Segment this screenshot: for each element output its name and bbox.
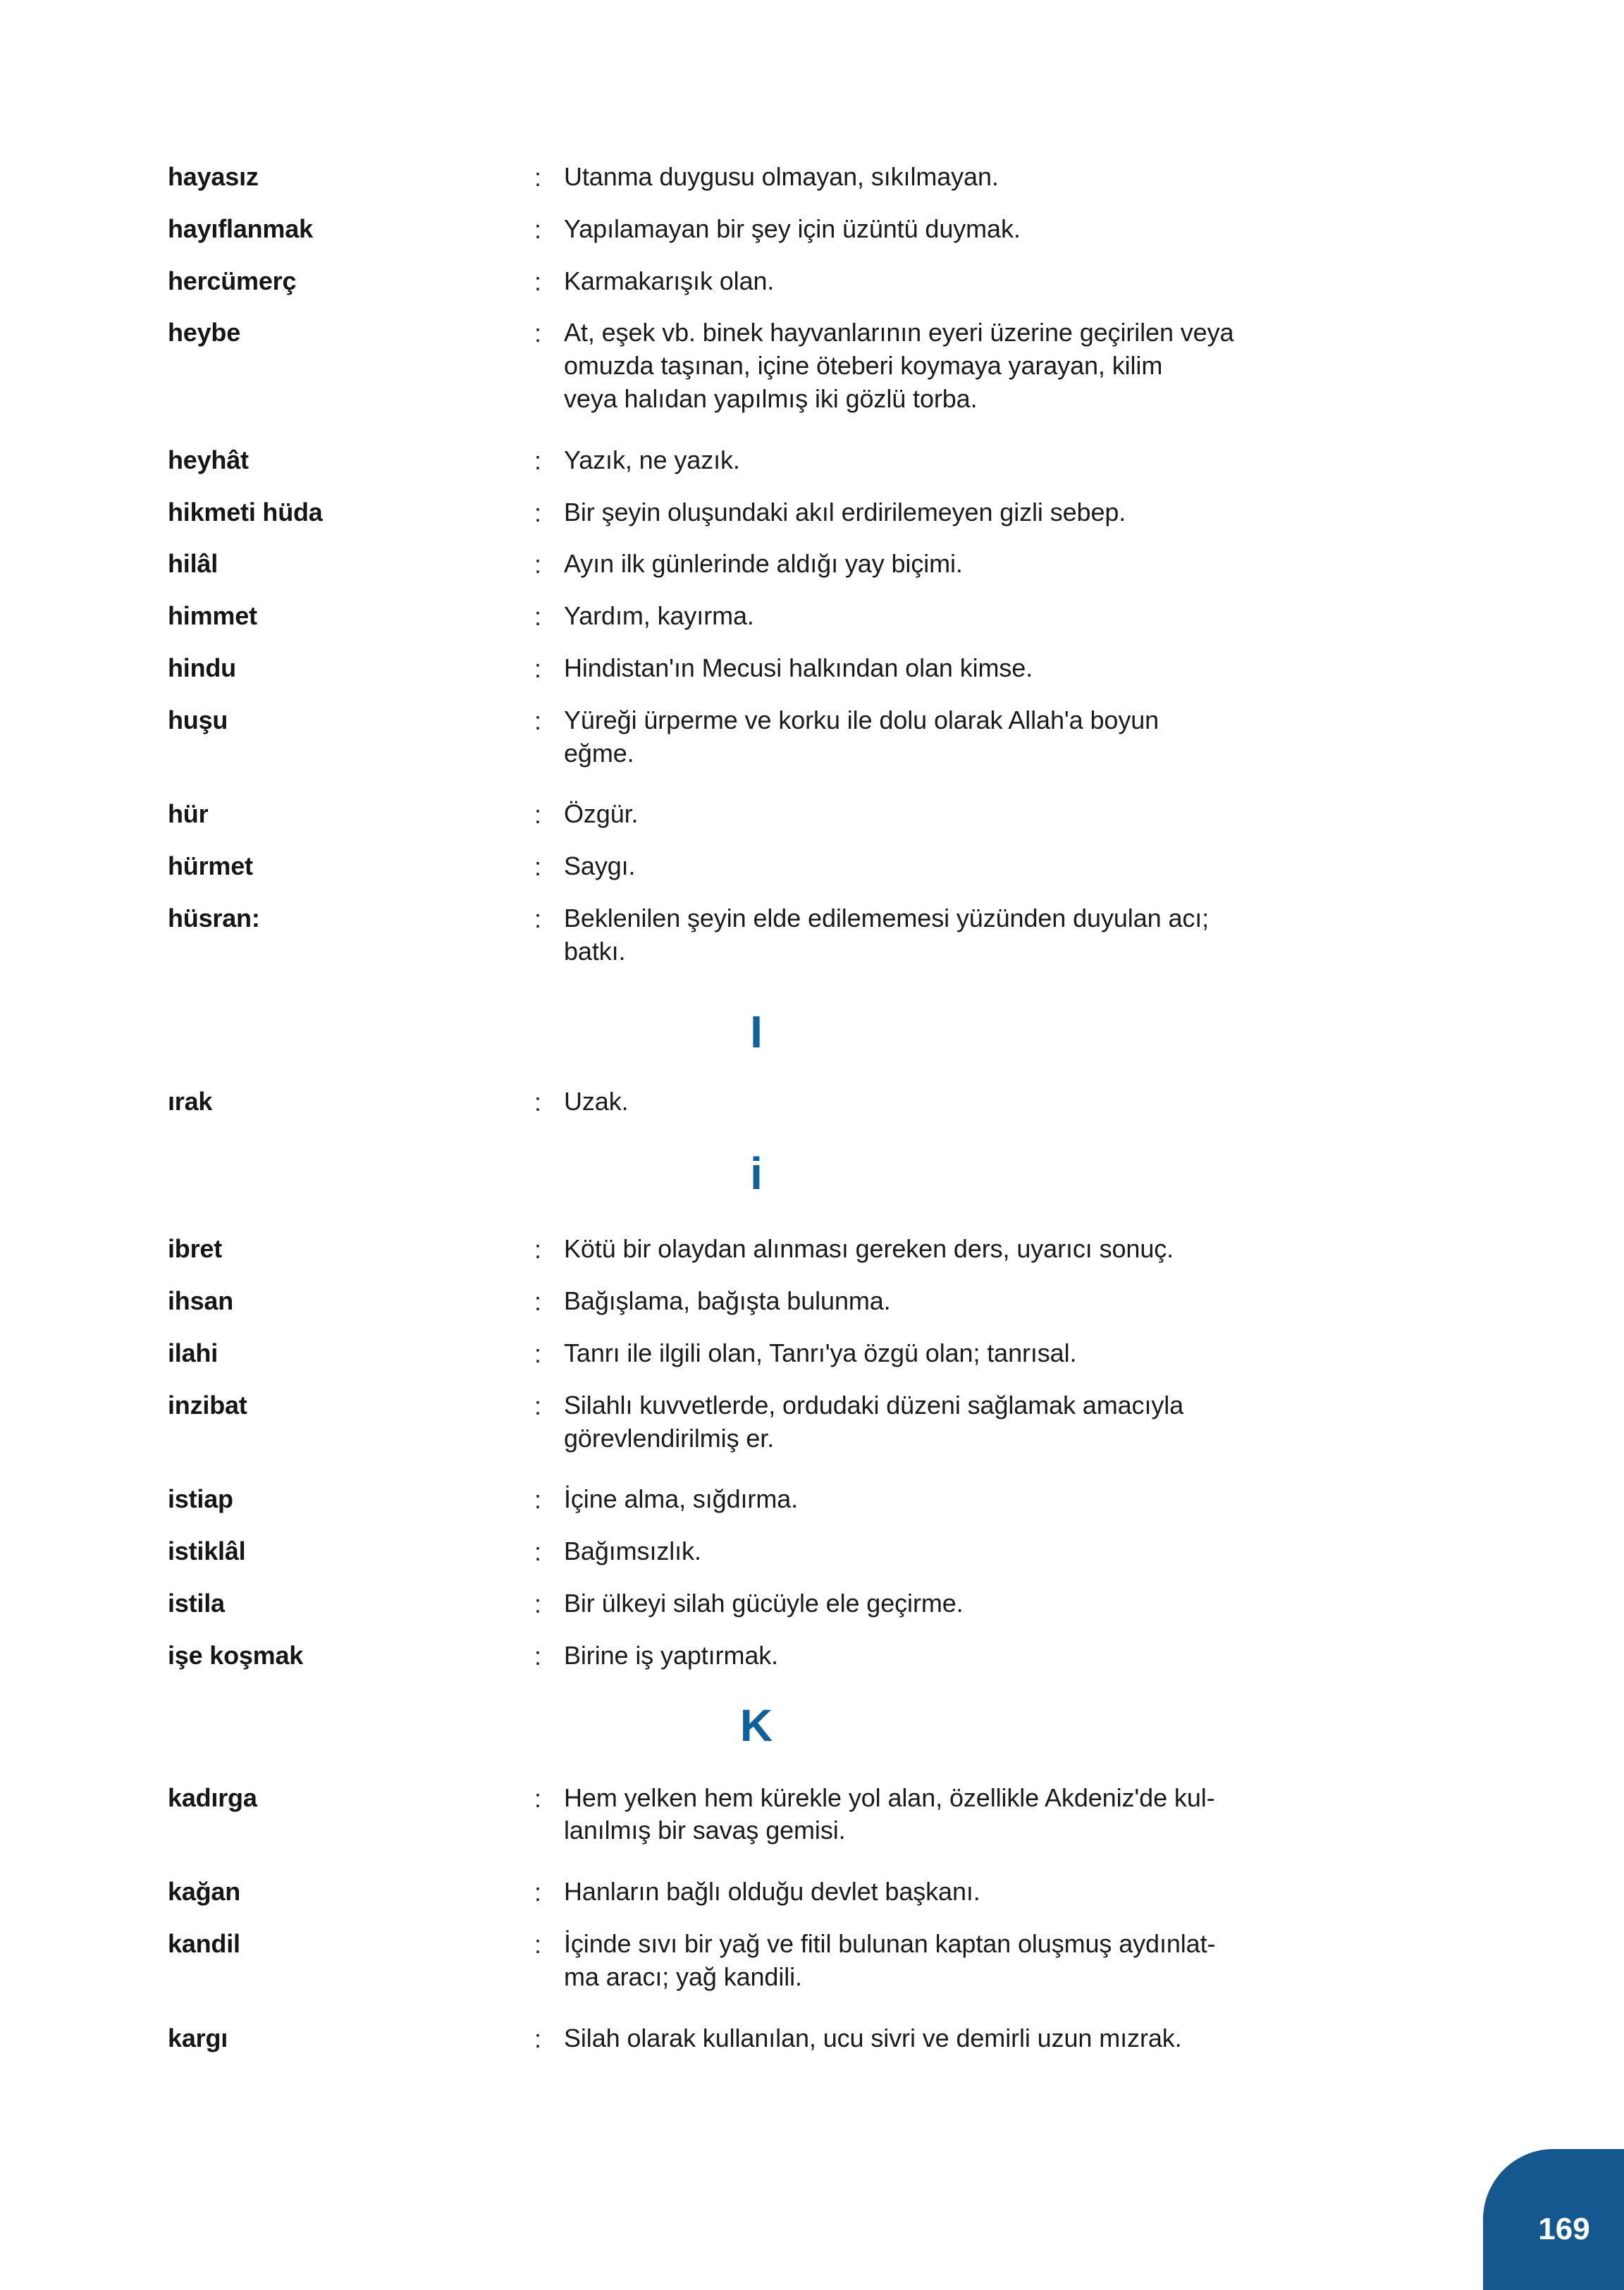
entry-separator: : <box>534 1641 542 1670</box>
entry-definition <box>564 1876 1458 1909</box>
entry-definition <box>564 1233 1458 1266</box>
glossary-entry <box>168 902 1458 968</box>
definition-line: İçine alma, sığdırma. <box>564 1484 799 1514</box>
entry-separator: : <box>534 266 542 296</box>
entry-definition <box>564 1587 1458 1620</box>
glossary-entry <box>168 1389 1458 1455</box>
entry-definition <box>564 1337 1458 1370</box>
glossary-entry <box>168 2022 1458 2056</box>
entry-separator: : <box>534 904 542 933</box>
entry-separator: : <box>534 1235 542 1264</box>
definition-line: Bağışlama, bağışta bulunma. <box>564 1286 891 1316</box>
letter-heading-K: K <box>739 1699 773 1751</box>
entry-separator: : <box>534 214 542 244</box>
entry-term: istiap <box>168 1484 233 1514</box>
entry-term: inzibat <box>168 1390 247 1420</box>
glossary-entry <box>168 798 1458 832</box>
entry-term: huşu <box>168 705 228 734</box>
glossary-entry <box>168 1085 1458 1119</box>
definition-line: Ayın ilk günlerinde aldığı yay biçimi. <box>564 549 963 579</box>
entry-definition <box>564 850 1458 883</box>
entry-definition <box>564 496 1458 529</box>
entry-separator: : <box>534 1589 542 1618</box>
letter-heading-I: I <box>750 1006 763 1057</box>
entry-separator: : <box>534 800 542 830</box>
entry-term: heyhât <box>168 445 249 474</box>
entry-separator: : <box>534 1391 542 1420</box>
glossary-entry <box>168 1285 1458 1319</box>
entry-separator: : <box>534 602 542 632</box>
glossary-entry <box>168 548 1458 581</box>
entry-definition <box>564 2022 1458 2055</box>
entry-term: kandil <box>168 1928 240 1958</box>
entry-separator: : <box>534 2024 542 2053</box>
entry-separator: : <box>534 706 542 735</box>
definition-line: At, eşek vb. binek hayvanlarının eyeri üzerine geçirilen veya <box>564 318 1234 347</box>
entry-term: hüsran: <box>168 903 260 932</box>
glossary-entry <box>168 1337 1458 1371</box>
definition-line: Utanma duygusu olmayan, sıkılmayan. <box>564 162 999 191</box>
entry-term: işe koşmak <box>168 1640 304 1670</box>
entry-definition <box>564 798 1458 831</box>
definition-line: ma aracı; yağ kandili. <box>564 1962 802 1991</box>
glossary-entry <box>168 1876 1458 1909</box>
page-number-badge <box>1483 2149 1624 2290</box>
entry-definition <box>564 1928 1458 1994</box>
entry-separator: : <box>534 1537 542 1567</box>
entry-separator: : <box>534 1929 542 1959</box>
entry-separator: : <box>534 550 542 579</box>
definition-line: Saygı. <box>564 851 636 881</box>
entry-term: hayıflanmak <box>168 214 313 243</box>
definition-line: Tanrı ile ilgili olan, Tanrı'ya özgü olan; tanrısal. <box>564 1338 1077 1367</box>
definition-line: Bir şeyin oluşundaki akıl erdirilemeyen gizli sebep. <box>564 497 1126 527</box>
glossary-entry <box>168 496 1458 530</box>
definition-line: veya halıdan yapılmış iki gözlü torba. <box>564 383 978 413</box>
entry-definition <box>564 902 1458 968</box>
entry-definition <box>564 161 1458 194</box>
glossary-entry <box>168 265 1458 299</box>
entry-term: ırak <box>168 1086 213 1116</box>
entry-definition <box>564 1483 1458 1516</box>
glossary-entry <box>168 600 1458 634</box>
entry-term: istila <box>168 1588 225 1618</box>
glossary-content <box>168 161 1458 2074</box>
entry-term: ibret <box>168 1234 223 1264</box>
entry-definition <box>564 316 1458 415</box>
definition-line: Bir ülkeyi silah gücüyle ele geçirme. <box>564 1588 964 1618</box>
definition-line: Özgür. <box>564 799 639 829</box>
entry-term: hürmet <box>168 851 253 881</box>
page-number: 169 <box>1538 2212 1590 2246</box>
entry-separator: : <box>534 445 542 475</box>
definition-line: Beklenilen şeyin elde edilememesi yüzünden duyulan acı; <box>564 903 1210 932</box>
entry-separator: : <box>534 498 542 527</box>
entry-definition <box>564 213 1458 246</box>
entry-term: kadırga <box>168 1783 257 1812</box>
glossary-entry <box>168 1535 1458 1569</box>
entry-definition <box>564 548 1458 581</box>
definition-line: Uzak. <box>564 1086 629 1116</box>
entry-definition <box>564 265 1458 298</box>
entry-term: hayasız <box>168 162 259 191</box>
definition-line: Hanların bağlı olduğu devlet başkanı. <box>564 1877 980 1907</box>
definition-line: eğme. <box>564 738 634 768</box>
entry-definition <box>564 1389 1458 1455</box>
definition-line: batkı. <box>564 936 626 966</box>
entry-term: hikmeti hüda <box>168 497 323 527</box>
glossary-entry <box>168 1483 1458 1517</box>
definition-line: Yazık, ne yazık. <box>564 445 740 474</box>
definition-line: Birine iş yaptırmak. <box>564 1640 779 1670</box>
definition-line: Bağımsızlık. <box>564 1537 701 1566</box>
letter-heading-i: i <box>750 1148 763 1200</box>
entry-definition <box>564 652 1458 685</box>
entry-term: heybe <box>168 318 241 347</box>
entry-definition <box>564 444 1458 477</box>
definition-line: görevlendirilmiş er. <box>564 1423 775 1453</box>
entry-definition <box>564 1782 1458 1848</box>
entry-separator: : <box>534 1485 542 1515</box>
entry-separator: : <box>534 653 542 683</box>
entry-term: hilâl <box>168 549 219 579</box>
definition-line: lanılmış bir savaş gemisi. <box>564 1816 846 1845</box>
glossary-entry <box>168 850 1458 884</box>
entry-term: hür <box>168 799 209 829</box>
definition-line: Karmakarışık olan. <box>564 266 775 295</box>
definition-line: omuzda taşınan, içine öteberi koymaya yarayan, kilim <box>564 351 1163 381</box>
entry-term: himmet <box>168 601 257 631</box>
glossary-entry <box>168 1587 1458 1621</box>
glossary-entry <box>168 1233 1458 1267</box>
entry-term: ihsan <box>168 1286 234 1316</box>
entry-definition <box>564 1285 1458 1318</box>
glossary-entry <box>168 652 1458 686</box>
entry-term: kargı <box>168 2023 228 2052</box>
glossary-entry <box>168 316 1458 415</box>
glossary-entry <box>168 444 1458 478</box>
entry-separator: : <box>534 1878 542 1907</box>
glossary-entry <box>168 1639 1458 1673</box>
entry-separator: : <box>534 1338 542 1368</box>
entry-term: hindu <box>168 653 236 682</box>
definition-line: Silahlı kuvvetlerde, ordudaki düzeni sağlamak amacıyla <box>564 1390 1184 1420</box>
entry-separator: : <box>534 1287 542 1317</box>
entry-term: hercümerç <box>168 266 297 295</box>
definition-line: Hindistan'ın Mecusi halkından olan kimse. <box>564 653 1033 682</box>
entry-definition <box>564 600 1458 633</box>
definition-line: Yüreği ürperme ve korku ile dolu olarak Allah'a boyun <box>564 705 1159 734</box>
entry-term: istiklâl <box>168 1537 246 1566</box>
glossary-entry <box>168 213 1458 247</box>
entry-separator: : <box>534 852 542 882</box>
definition-line: Silah olarak kullanılan, ucu sivri ve demirli uzun mızrak. <box>564 2023 1182 2052</box>
entry-term: ilahi <box>168 1338 219 1367</box>
entry-definition <box>564 704 1458 770</box>
entry-definition <box>564 1535 1458 1568</box>
entry-definition <box>564 1085 1458 1119</box>
entry-separator: : <box>534 163 542 192</box>
definition-line: Hem yelken hem kürekle yol alan, özellikle Akdeniz'de kul- <box>564 1783 1215 1812</box>
entry-separator: : <box>534 319 542 348</box>
glossary-entry <box>168 161 1458 195</box>
definition-line: Yapılamayan bir şey için üzüntü duymak. <box>564 214 1021 243</box>
glossary-entry <box>168 1928 1458 1994</box>
entry-separator: : <box>534 1783 542 1813</box>
glossary-entry <box>168 1782 1458 1848</box>
definition-line: İçinde sıvı bir yağ ve fitil bulunan kaptan oluşmuş aydınlat- <box>564 1928 1216 1958</box>
glossary-entry <box>168 704 1458 770</box>
definition-line: Kötü bir olaydan alınması gereken ders, uyarıcı sonuç. <box>564 1234 1174 1264</box>
entry-term: kağan <box>168 1877 241 1907</box>
entry-definition <box>564 1639 1458 1673</box>
entry-separator: : <box>534 1087 542 1116</box>
definition-line: Yardım, kayırma. <box>564 601 754 631</box>
